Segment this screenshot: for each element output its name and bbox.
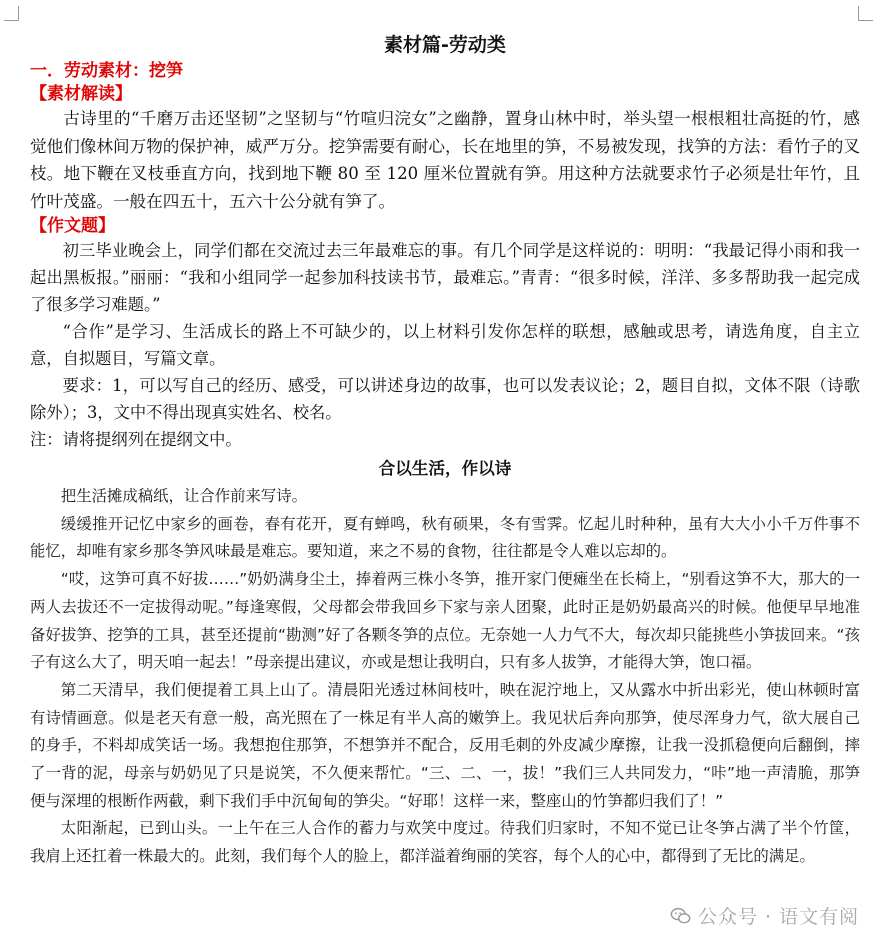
document-title: 素材篇-劳动类 (384, 34, 506, 56)
page-corner-mark-top-left (4, 6, 19, 21)
material-label: 【素材解读】 (30, 84, 132, 104)
wechat-icon (670, 905, 692, 927)
prompt-label: 【作文题】 (30, 216, 115, 236)
prompt-paragraph: 初三毕业晚会上，同学们都在交流过去三年最难忘的事。有几个同学是这样说的：明明：“我最记得小雨和我一起出黑板报。”丽丽：“我和小组同学一起参加科技读书节，最难忘。”青青：“很多时候，洋洋、多多帮助我一起完成了很多学习难题。” (30, 241, 860, 314)
essay-title: 合以生活，作以诗 (378, 458, 512, 478)
watermark-text: 公众号 · 语文有阅 (698, 906, 860, 928)
page-corner-mark-top-right (858, 6, 873, 21)
prompt-requirements: 要求：1，可以写自己的经历、感受，可以讲述身边的故事，也可以发表议论；2，题目自拟，文体不限（诗歌除外）；3，文中不得出现真实姓名、校名。 (30, 376, 860, 422)
document-body (30, 32, 860, 871)
section-heading: 一．劳动素材：挖笋 (30, 61, 183, 81)
watermark (670, 902, 859, 929)
essay-paragraph: 第二天清早，我们便提着工具上山了。清晨阳光透过林间枝叶，映在泥泞地上，又从露水中折出彩光，使山林顿时富有诗情画意。似是老天有意一般，高光照在了一株足有半人高的嫩笋上。我见状后奔向那笋，使尽浑身力气，欲大展自己的身手，不料却成笑话一场。我想抱住那笋，不想笋并不配合，反用毛刺的外皮减少摩擦，让我一没抓稳便向后翻倒，摔了一背的泥，母亲与奶奶见了只是说笑，不久便来帮忙。“三、二、一，拔！”我们三人共同发力，“咔”地一声清脆，那笋便与深埋的根断作两截，剩下我们手中沉甸甸的笋尖。“好耶！这样一来，整座山的竹笋都归我们了！” (30, 680, 860, 810)
essay-paragraph: 把生活摊成稿纸，让合作前来写诗。 (60, 487, 308, 505)
essay-paragraph: 太阳渐起，已到山头。一上午在三人合作的蓄力与欢笑中度过。待我们归家时，不知不觉已让冬笋占满了半个竹筐，我肩上还扛着一株最大的。此刻，我们每个人的脸上，都洋溢着绚丽的笑容，每个人的心中，都得到了无比的满足。 (30, 819, 860, 866)
prompt-paragraph: “合作”是学习、生活成长的路上不可缺少的，以上材料引发你怎样的联想，感触或思考，请选角度，自主立意，自拟题目，写篇文章。 (30, 322, 860, 368)
essay-paragraph: “哎，这笋可真不好拔……”奶奶满身尘土，捧着两三株小冬笋，推开家门便瘫坐在长椅上，“别看这笋不大，那大的一两人去拔还不一定拔得动呢。”每逢寒假，父母都会带我回乡下家与亲人团聚，此时正是奶奶最高兴的时候。他便早早地准备好拔笋、挖笋的工具，甚至还提前“勘测”好了各颗冬笋的点位。无奈她一人力气不大，每次却只能挑些小笋拔回来。“孩子有这么大了，明天咱一起去！”母亲提出建议，亦或是想让我明白，只有多人拔笋，才能得大笋，饱口福。 (30, 570, 860, 672)
material-text: 古诗里的“千磨万击还坚韧”之坚韧与“竹喧归浣女”之幽静，置身山林中时，举头望一根根粗壮高挺的竹，感觉他们像林间万物的保护神，威严万分。挖笋需要有耐心，长在地里的笋，不易被发现，找笋的方法：看竹子的叉枝。地下鞭在叉枝垂直方向，找到地下鞭 80 至 120 厘米位置就有笋。用这种方法就要求竹子必须是壮年竹，且竹叶茂盛。一般在四五十，五六十公分就有笋了。 (30, 109, 860, 211)
prompt-note: 注：请将提纲列在提纲文中。 (30, 430, 242, 449)
essay-paragraph: 缓缓推开记忆中家乡的画卷，春有花开，夏有蝉鸣，秋有硕果，冬有雪霁。忆起儿时种种，虽有大大小小千万件事不能忆，却唯有家乡那冬笋风味最是难忘。要知道，来之不易的食物，往往都是令人难以忘却的。 (30, 514, 860, 561)
